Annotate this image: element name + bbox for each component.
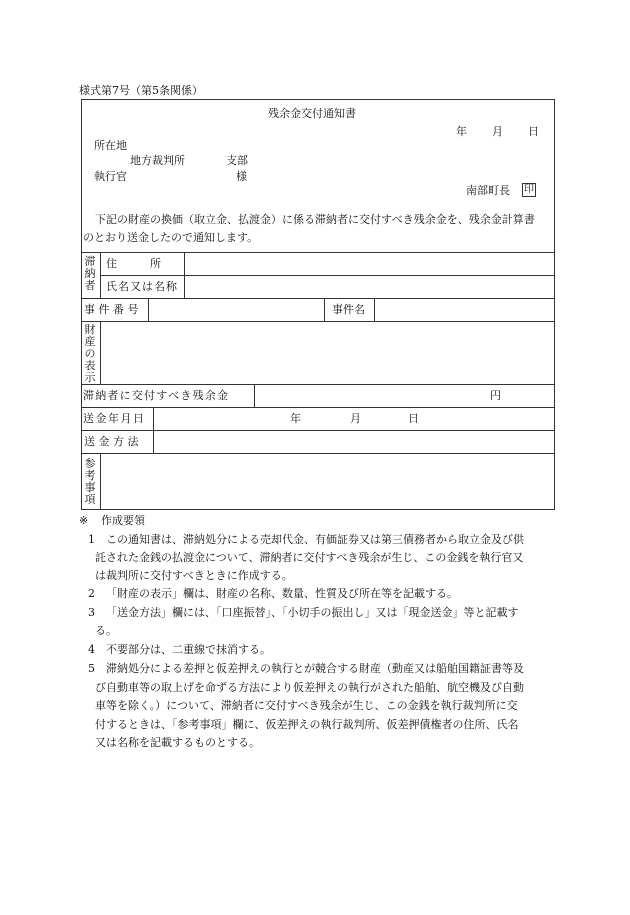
date-day: 日: [528, 125, 539, 138]
table-line: [324, 298, 325, 321]
table-line: [81, 384, 555, 385]
note-line: る。: [95, 624, 117, 637]
note-line: 車等を除く。）について、滞納者に交付すべき残余が生じ、この金銭を執行裁判所に交: [95, 699, 518, 712]
addressee-officer: 執行官: [94, 170, 127, 183]
note-number: 2: [88, 587, 95, 600]
remit-date-label: 送金年月日: [83, 412, 146, 425]
table-line: [184, 252, 185, 298]
remit-month: 月: [350, 412, 361, 425]
addressee-honorific: 様: [236, 170, 247, 183]
note-line: 「財産の表示」欄は、財産の名称、数量、性質及び所在等を記載する。: [106, 587, 458, 600]
note-line: は裁判所に交付すべきときに作成する。: [95, 569, 293, 582]
addressee-branch: 支部: [226, 154, 248, 167]
note-line: 又は名称を記載するものとする。: [95, 736, 260, 749]
table-line: [148, 298, 149, 321]
address-label: 住 所: [106, 257, 161, 270]
notes-mark: ※: [79, 514, 89, 527]
delinquent-label: 滞 納 者: [84, 255, 96, 292]
remarks-label: 参 考 事 項: [84, 457, 96, 506]
yen-unit: 円: [490, 389, 501, 402]
property-label: 財 産 の 表 示: [84, 323, 96, 384]
note-line: この通知書は、滞納処分による売却代金、有価証券又は第三債務者から取立金及び供: [106, 533, 524, 546]
document-title: 残余金交付通知書: [268, 107, 356, 120]
form-label: 様式第7号（第5条関係）: [79, 84, 203, 97]
remit-method-label: 送 金 方 法: [84, 435, 139, 448]
intro-line-2: のとおり送金したので通知します。: [83, 231, 259, 244]
note-line: 滞納処分による差押と仮差押えの執行とが競合する財産（動産又は船舶国籍証書等及: [106, 662, 524, 675]
remit-year: 年: [290, 412, 301, 425]
table-line: [81, 298, 555, 299]
case-name-label: 事件名: [332, 303, 365, 316]
notes-heading: 作成要領: [101, 514, 145, 527]
note-line: 託された金銭の払渡金について、滞納者に交付すべき残余が生じ、この金銭を執行官又: [95, 551, 524, 564]
addressee-court: 地方裁判所: [130, 154, 185, 167]
table-line: [100, 252, 101, 298]
note-number: 1: [88, 533, 95, 546]
sender-name: 南部町長: [466, 184, 510, 197]
seal-mark: 印: [524, 184, 534, 195]
note-line: 付するときは、「参考事項」欄に、仮差押えの執行裁判所、仮差押債権者の住所、氏名: [95, 718, 519, 731]
table-line: [374, 298, 375, 321]
note-line: び自動車等の取上げを命ずる方法により仮差押えの執行がされた船舶、航空機及び自動: [95, 681, 524, 694]
surplus-label: 滞納者に交付すべき残余金: [83, 389, 230, 402]
table-line: [100, 275, 555, 276]
note-number: 5: [88, 662, 95, 675]
table-line: [254, 384, 255, 407]
note-number: 3: [88, 606, 95, 619]
table-line: [81, 453, 555, 454]
intro-line-1: 下記の財産の換価（取立金、払渡金）に係る滞納者に交付すべき残余金を、残余金計算書: [95, 213, 535, 226]
name-label: 氏名又は名称: [106, 280, 178, 293]
table-line: [100, 453, 101, 510]
note-line: 不要部分は、二重線で抹消する。: [106, 643, 271, 656]
date-year: 年: [456, 125, 467, 138]
case-number-label: 事 件 番 号: [84, 303, 139, 316]
table-line: [81, 252, 555, 253]
note-line: 「送金方法」欄には、「口座振替」、「小切手の振出し」又は「現金送金」等と記載す: [106, 606, 519, 619]
addressee-location: 所在地: [94, 139, 127, 152]
note-number: 4: [88, 643, 95, 656]
table-line: [153, 407, 154, 453]
table-line: [100, 321, 101, 384]
table-line: [81, 321, 555, 322]
remit-day: 日: [408, 412, 419, 425]
date-month: 月: [492, 125, 503, 138]
